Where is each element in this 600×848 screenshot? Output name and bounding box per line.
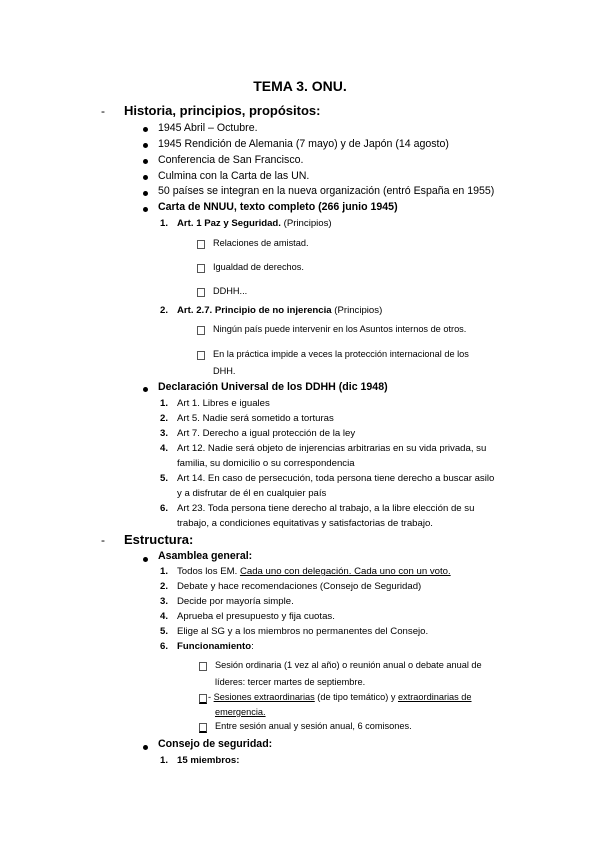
declaracion-item: Art 1. Libres e iguales <box>177 398 270 409</box>
list-number: 2. <box>160 305 169 316</box>
item-underlined: Cada uno con delegación. Cada uno con un voto. <box>239 566 451 577</box>
section-heading-estructura: Estructura: <box>124 532 194 547</box>
checkbox-icon <box>197 326 205 335</box>
list-number: 4. <box>160 611 169 622</box>
list-number: 3. <box>160 596 169 607</box>
bullet-dot <box>143 159 148 164</box>
bullet-item: 1945 Rendición de Alemania (7 mayo) y de Japón (14 agosto) <box>158 138 449 150</box>
carta-article-2 <box>177 305 382 316</box>
list-number: 2. <box>160 413 169 424</box>
checkbox-icon <box>197 240 205 249</box>
list-number: 3. <box>160 428 169 439</box>
section-heading-historia: Historia, principios, propósitos: <box>124 103 321 118</box>
article-note: (Principios) <box>283 218 332 229</box>
declaracion-item: Art 23. Toda persona tiene derecho al trabajo, a la libre elección de su <box>177 503 475 514</box>
bullet-dot <box>143 127 148 132</box>
checkbox-icon <box>199 662 207 671</box>
list-number: 5. <box>160 626 169 637</box>
carta-article-1 <box>177 218 332 229</box>
func-dash: - <box>208 692 214 702</box>
declaracion-item-continuation: trabajo, a condiciones equitativas y satisfactorias de trabajo. <box>177 518 433 529</box>
declaracion-item-continuation: y a disfrutar de él en cualquier país <box>177 488 327 499</box>
sub-item: Relaciones de amistad. <box>213 238 309 248</box>
list-number: 1. <box>160 398 169 409</box>
asamblea-item: Elige al SG y a los miembros no permanentes del Consejo. <box>177 626 429 637</box>
func-sub-item-continuation: líderes: tercer martes de septiembre. <box>215 677 366 687</box>
declaracion-item: Art 14. En caso de persecución, toda persona tiene derecho a buscar asilo <box>177 473 495 484</box>
list-number: 2. <box>160 581 169 592</box>
bullet-item: Conferencia de San Francisco. <box>158 154 304 166</box>
list-number: 4. <box>160 443 169 454</box>
sub-item: Igualdad de derechos. <box>213 262 304 272</box>
section-dash: - <box>101 533 105 547</box>
list-number: 1. <box>160 755 169 766</box>
declaracion-item: Art 5. Nadie será sometido a torturas <box>177 413 334 424</box>
list-number: 5. <box>160 473 169 484</box>
bullet-dot <box>143 387 148 392</box>
list-number: 1. <box>160 566 169 577</box>
sub-item: En la práctica impide a veces la protección internacional de los <box>213 349 469 359</box>
section-dash: - <box>101 104 105 118</box>
list-number: 6. <box>160 503 169 514</box>
bullet-dot <box>143 207 148 212</box>
declaracion-item: Art 12. Nadie será objeto de injerencias arbitrarias en su vida privada, su <box>177 443 487 454</box>
bullet-item-carta: Carta de NNUU, texto completo (266 junio 1945) <box>158 201 398 213</box>
checkbox-icon <box>199 694 207 704</box>
sub-item: DDHH... <box>213 286 248 296</box>
bullet-item: Culmina con la Carta de las UN. <box>158 170 310 182</box>
checkbox-icon <box>197 288 205 297</box>
bullet-dot <box>143 557 148 562</box>
item-prefix: Todos los EM. <box>177 566 238 577</box>
emergencia-text: emergencia. <box>215 707 266 717</box>
funcionamiento-text: Funcionamiento <box>177 641 252 652</box>
declaracion-heading: Declaración Universal de los DDHH (dic 1948) <box>158 381 388 393</box>
article-label: Art. 2.7. Principio de no injerencia <box>177 305 332 316</box>
asamblea-heading: Asamblea general: <box>158 550 253 562</box>
article-label: Art. 1 Paz y Seguridad. <box>177 218 281 229</box>
consejo-item: 15 miembros: <box>177 755 240 766</box>
asamblea-item: Aprueba el presupuesto y fija cuotas. <box>177 611 335 622</box>
asamblea-item: Decide por mayoría simple. <box>177 596 294 607</box>
funcionamiento-colon: : <box>251 641 254 652</box>
page-title: TEMA 3. ONU. <box>253 78 347 94</box>
consejo-heading: Consejo de seguridad: <box>158 738 273 750</box>
sub-item: Ningún país puede intervenir en los Asuntos internos de otros. <box>213 324 467 334</box>
sesiones-extraordinarias: Sesiones extraordinarias <box>213 692 315 702</box>
list-number: 1. <box>160 218 169 229</box>
article-note: (Principios) <box>334 305 383 316</box>
checkbox-icon <box>199 723 207 733</box>
bullet-item: 50 países se integran en la nueva organización (entró España en 1955) <box>158 185 495 197</box>
list-number: 6. <box>160 641 169 652</box>
bullet-dot <box>143 745 148 750</box>
declaracion-item-continuation: familia, su domicilio o su correspondencia <box>177 458 355 469</box>
funcionamiento-label <box>177 641 254 652</box>
bullet-item: 1945 Abril – Octubre. <box>158 122 258 134</box>
sub-item-continuation: DHH. <box>213 366 236 376</box>
bullet-dot <box>143 175 148 180</box>
bullet-dot <box>143 143 148 148</box>
func-sub-item <box>208 692 472 702</box>
extraordinarias-de: extraordinarias de <box>397 692 472 702</box>
declaracion-item: Art 7. Derecho a igual protección de la ley <box>177 428 356 439</box>
checkbox-icon <box>197 264 205 273</box>
func-sub-item: Sesión ordinaria (1 vez al año) o reunión anual o debate anual de <box>215 660 482 670</box>
asamblea-item <box>177 566 451 577</box>
func-sub-item: Entre sesión anual y sesión anual, 6 comisones. <box>215 721 412 731</box>
checkbox-icon <box>197 351 205 360</box>
func-mid-text: (de tipo temático) y <box>314 692 398 702</box>
asamblea-item: Debate y hace recomendaciones (Consejo de Seguridad) <box>177 581 422 592</box>
bullet-dot <box>143 191 148 196</box>
